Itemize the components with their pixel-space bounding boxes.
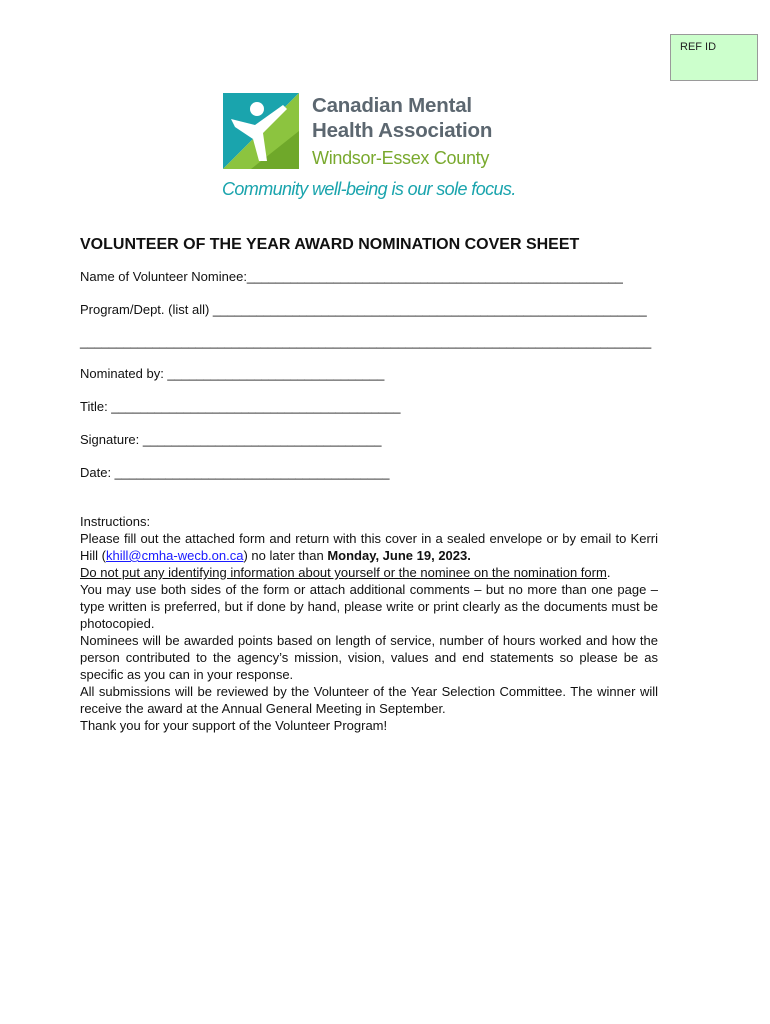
program-dept-field[interactable]: Program/Dept. (list all) ____________________________________________________________ [80,302,647,317]
anonymity-warning: Do not put any identifying information about yourself or the nominee on the nomination form [80,565,607,580]
cmha-logo [221,91,521,209]
anonymity-warning-end: . [606,565,611,580]
instructions-paragraph-scoring: Nominees will be awarded points based on length of service, number of hours worked and how the person contributed to the agency’s mission, vision, values and end statements so please be as specific as you can in your response. [80,633,658,682]
cmha-emblem-icon [221,91,301,171]
nominator-title-field[interactable]: Title: ________________________________________ [80,399,401,414]
deadline-date: Monday, June 19, 2023. [327,548,471,563]
instructions-paragraph-review: All submissions will be reviewed by the Volunteer of the Year Selection Committee. The winner will receive the award at the Annual General Meeting in September. [80,684,658,716]
signature-field[interactable]: Signature: _________________________________ [80,432,382,447]
nominee-name-field[interactable]: Name of Volunteer Nominee:____________________________________________________ [80,269,623,284]
document-title: VOLUNTEER OF THE YEAR AWARD NOMINATION COVER SHEET [80,236,580,253]
date-field[interactable]: Date: ______________________________________ [80,465,390,480]
submit-text: Please fill out the attached form and return with this cover in a sealed envelope or by email to Kerri Hill ( [80,531,658,563]
org-county: Windsor-Essex County [312,148,490,168]
instructions-paragraph-submit [80,530,658,564]
instructions-paragraph-warning [80,564,658,581]
ref-id-box[interactable] [670,34,758,81]
org-name [312,93,492,143]
instructions-paragraph-format: You may use both sides of the form or attach additional comments – but no more than one page – type written is preferred, but if done by hand, please write or print clearly as the documents must be photocopied. [80,582,658,631]
org-tagline: Community well-being is our sole focus. [222,179,516,199]
org-name-line2: Health Association [312,119,493,142]
program-dept-continued-line[interactable]: _______________________________________________________________________________ [80,334,652,349]
nominated-by-field[interactable]: Nominated by: ______________________________ [80,366,385,381]
emblem-figure-head [250,102,264,116]
thank-you-note: Thank you for your support of the Volunteer Program! [80,718,388,733]
submit-text-mid: ) no later than [243,548,328,563]
org-name-line1: Canadian Mental [312,94,472,117]
ref-id-label: REF ID [680,41,717,53]
document-body [80,236,658,734]
instructions-heading: Instructions: [80,514,151,529]
email-link[interactable]: khill@cmha-wecb.on.ca [106,548,244,563]
